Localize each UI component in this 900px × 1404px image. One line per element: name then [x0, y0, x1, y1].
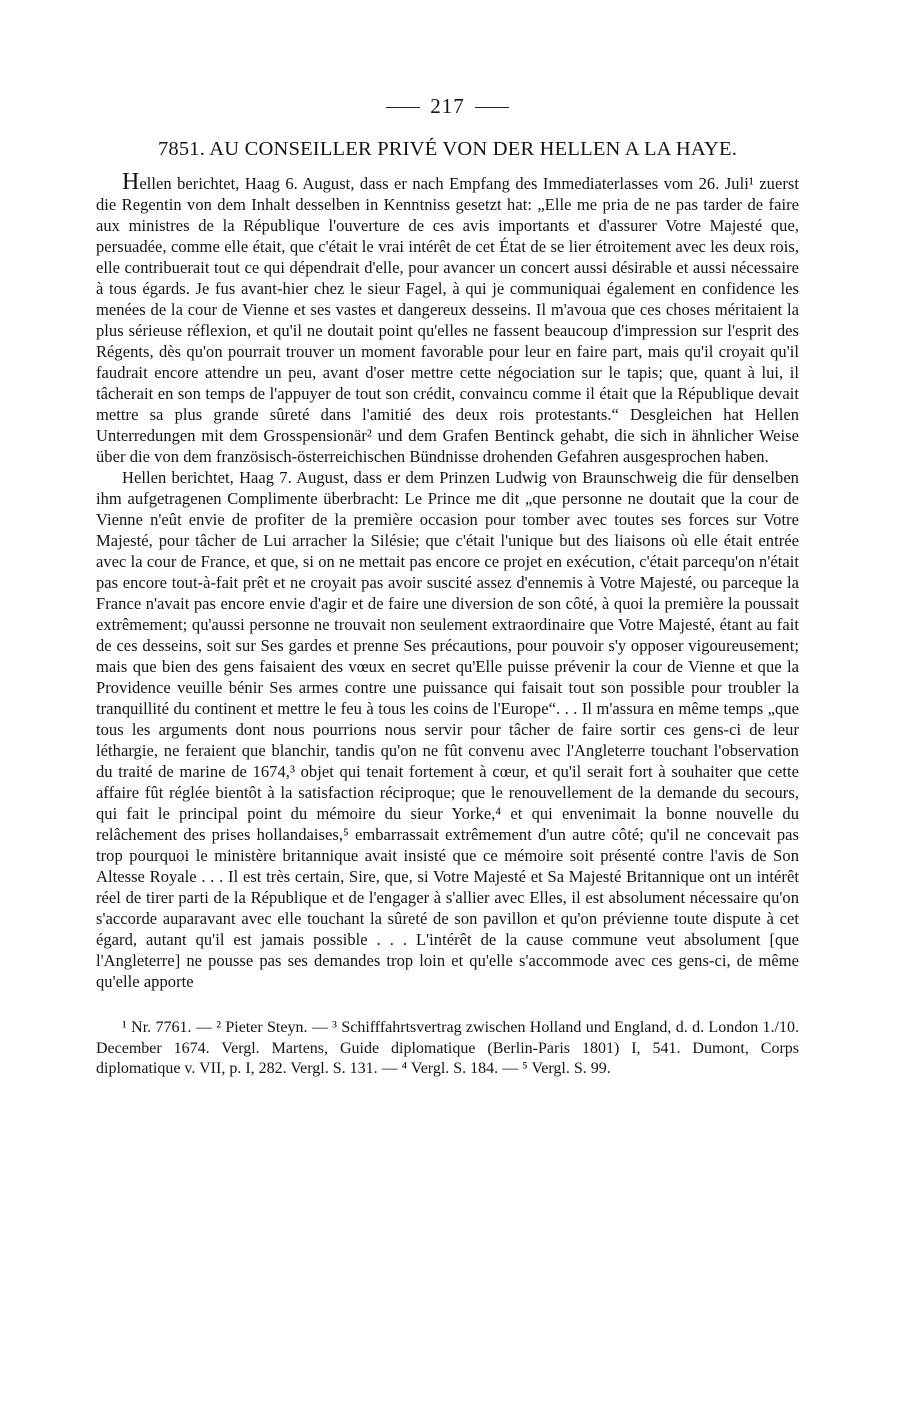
page-number: 217 [430, 93, 465, 118]
paragraph-drop-letter: H [122, 169, 140, 195]
page-header [96, 92, 799, 120]
footnotes: ¹ Nr. 7761. — ² Pieter Steyn. — ³ Schifffahrtsvertrag zwischen Holland und England, d. d. London 1./10. December 1674. Vergl. Martens, Guide diplomatique (Berlin-Paris 1801) I, 541. Dumont, Corps diplomatique v. VII, p. I, 282. Vergl. S. 131. — ⁴ Vergl. S. 184. — ⁵ Vergl. S. 99. [96, 1019, 799, 1077]
paragraph-text: ellen berichtet, Haag 6. August, dass er nach Empfang des Immediaterlasses vom 26. Juli¹ zuerst die Regentin von dem Inhalt desselben in Kenntniss gesetzt hat: „Elle me pria de ne pas tarder de faire aux ministres de la République l'ouverture de ces avis importants et d'assurer Votre Majesté que, persuadée, comme elle était, que c'était le vrai intérêt de cet État de se lier étroitement avec les deux rois, elle contribuerait tout ce qui dépendrait d'elle, pour avancer un concert aussi désirable et aussi nécessaire à tous égards. Je fus avant-hier chez le sieur Fagel, à qui je communiquai également en confidence les menées de la cour de Vienne et ses vastes et dangereux desseins. Il m'avoua que ces choses méritaient la plus sérieuse réflexion, et qu'il ne doutait point qu'elles ne fassent beaucoup d'impression sur l'esprit des Régents, dès qu'on pourrait trouver un moment favorable pour leur en faire part, mais qu'il croyait qu'il faudrait encore attendre un peu, avant d'oser mettre cette négociation sur le tapis; que, quant à lui, il tâcherait en son temps de l'appuyer de tout son crédit, convaincu comme il était que la République devait mettre sa plus grande sûreté dans l'amitié des deux rois protestants.“ Desgleichen hat Hellen Unterredungen mit dem Grosspensionär² und dem Grafen Bentinck gehabt, die sich in ähnlicher Weise über die von dem französisch-österreichischen Bündnisse drohenden Gefahren ausgesprochen haben. [96, 174, 799, 466]
paragraph-text: Hellen berichtet, Haag 7. August, dass er dem Prinzen Ludwig von Braunschweig die für denselben ihm aufgetragenen Complimente überbracht: Le Prince me dit „que personne ne doutait que la cour de Vienne n'eût envie de profiter de la première occasion pour tomber avec toutes ses forces sur Votre Majesté, pour tâcher de Lui arracher la Silésie; que c'était l'unique but des liaisons où elle était entrée avec la cour de France, et que, si on ne mettait pas encore ce projet en exécution, c'était parcequ'on n'était pas encore tout-à-fait prêt et ne croyait pas avoir suscité assez d'ennemis à Votre Majesté, ou parceque la France n'avait pas encore envie d'agir et de faire une diversion de son côté, à quoi la première la poussait extrêmement; qu'aussi personne ne trouvait non seulement extraordinaire que Votre Majesté, étant au fait de ces desseins, soit sur Ses gardes et prenne Ses précautions, pour pouvoir s'y opposer vigoureusement; mais que bien des gens faisaient des vœux en secret qu'Elle puisse prévenir la cour de Vienne et que la Providence veuille bénir Ses armes contre une puissance qui faisait tout son possible pour troubler la tranquillité du continent et mettre le feu à tous les coins de l'Europe“. . . Il m'assura en même temps „que tous les arguments dont nous pourrions nous servir pour tâcher de faire sortir ces gens-ci de leur léthargie, ne feraient que blanchir, tandis qu'on ne fût convenu avec l'Angleterre touchant l'observation du traité de marine de 1674,³ objet qui tenait fortement à cœur, et qu'il serait fort à souhaiter que cette affaire fût réglée bientôt à la satisfaction réciproque; que le renouvellement de la demande du secours, qui fait le principal point du mémoire du sieur Yorke,⁴ et qui envenimait la bonne nouvelle du relâchement des prises hollandaises,⁵ embarrassait extrêmement d'un autre côté; qu'il ne concevait pas trop pourquoi le ministère britannique avait insisté que ce mémoire soit présenté contre l'avis de Son Altesse Royale . . . Il est très certain, Sire, que, si Votre Majesté et Sa Majesté Britannique ont un intérêt réel de tirer parti de la République et de l'engager à s'allier avec Elles, il est absolument nécessaire qu'on s'accorde auparavant avec elle touchant la sûreté de son pavillon et qu'on prévienne toute dispute à cet égard, autant qu'il est jamais possible . . . L'intérêt de la cause commune veut absolument [que l'Angleterre] ne pousse pas ses demandes trop loin et qu'elle s'accommode avec ces gens-ci, de même qu'elle apporte [96, 468, 799, 991]
header-rule-right [475, 107, 509, 108]
header-rule-left [386, 107, 420, 108]
document-body [96, 169, 799, 992]
paragraph-2 [96, 467, 799, 992]
paragraph-1 [96, 169, 799, 467]
document-page [96, 92, 799, 1080]
document-title: 7851. AU CONSEILLER PRIVÉ VON DER HELLEN A LA HAYE. [157, 138, 738, 160]
